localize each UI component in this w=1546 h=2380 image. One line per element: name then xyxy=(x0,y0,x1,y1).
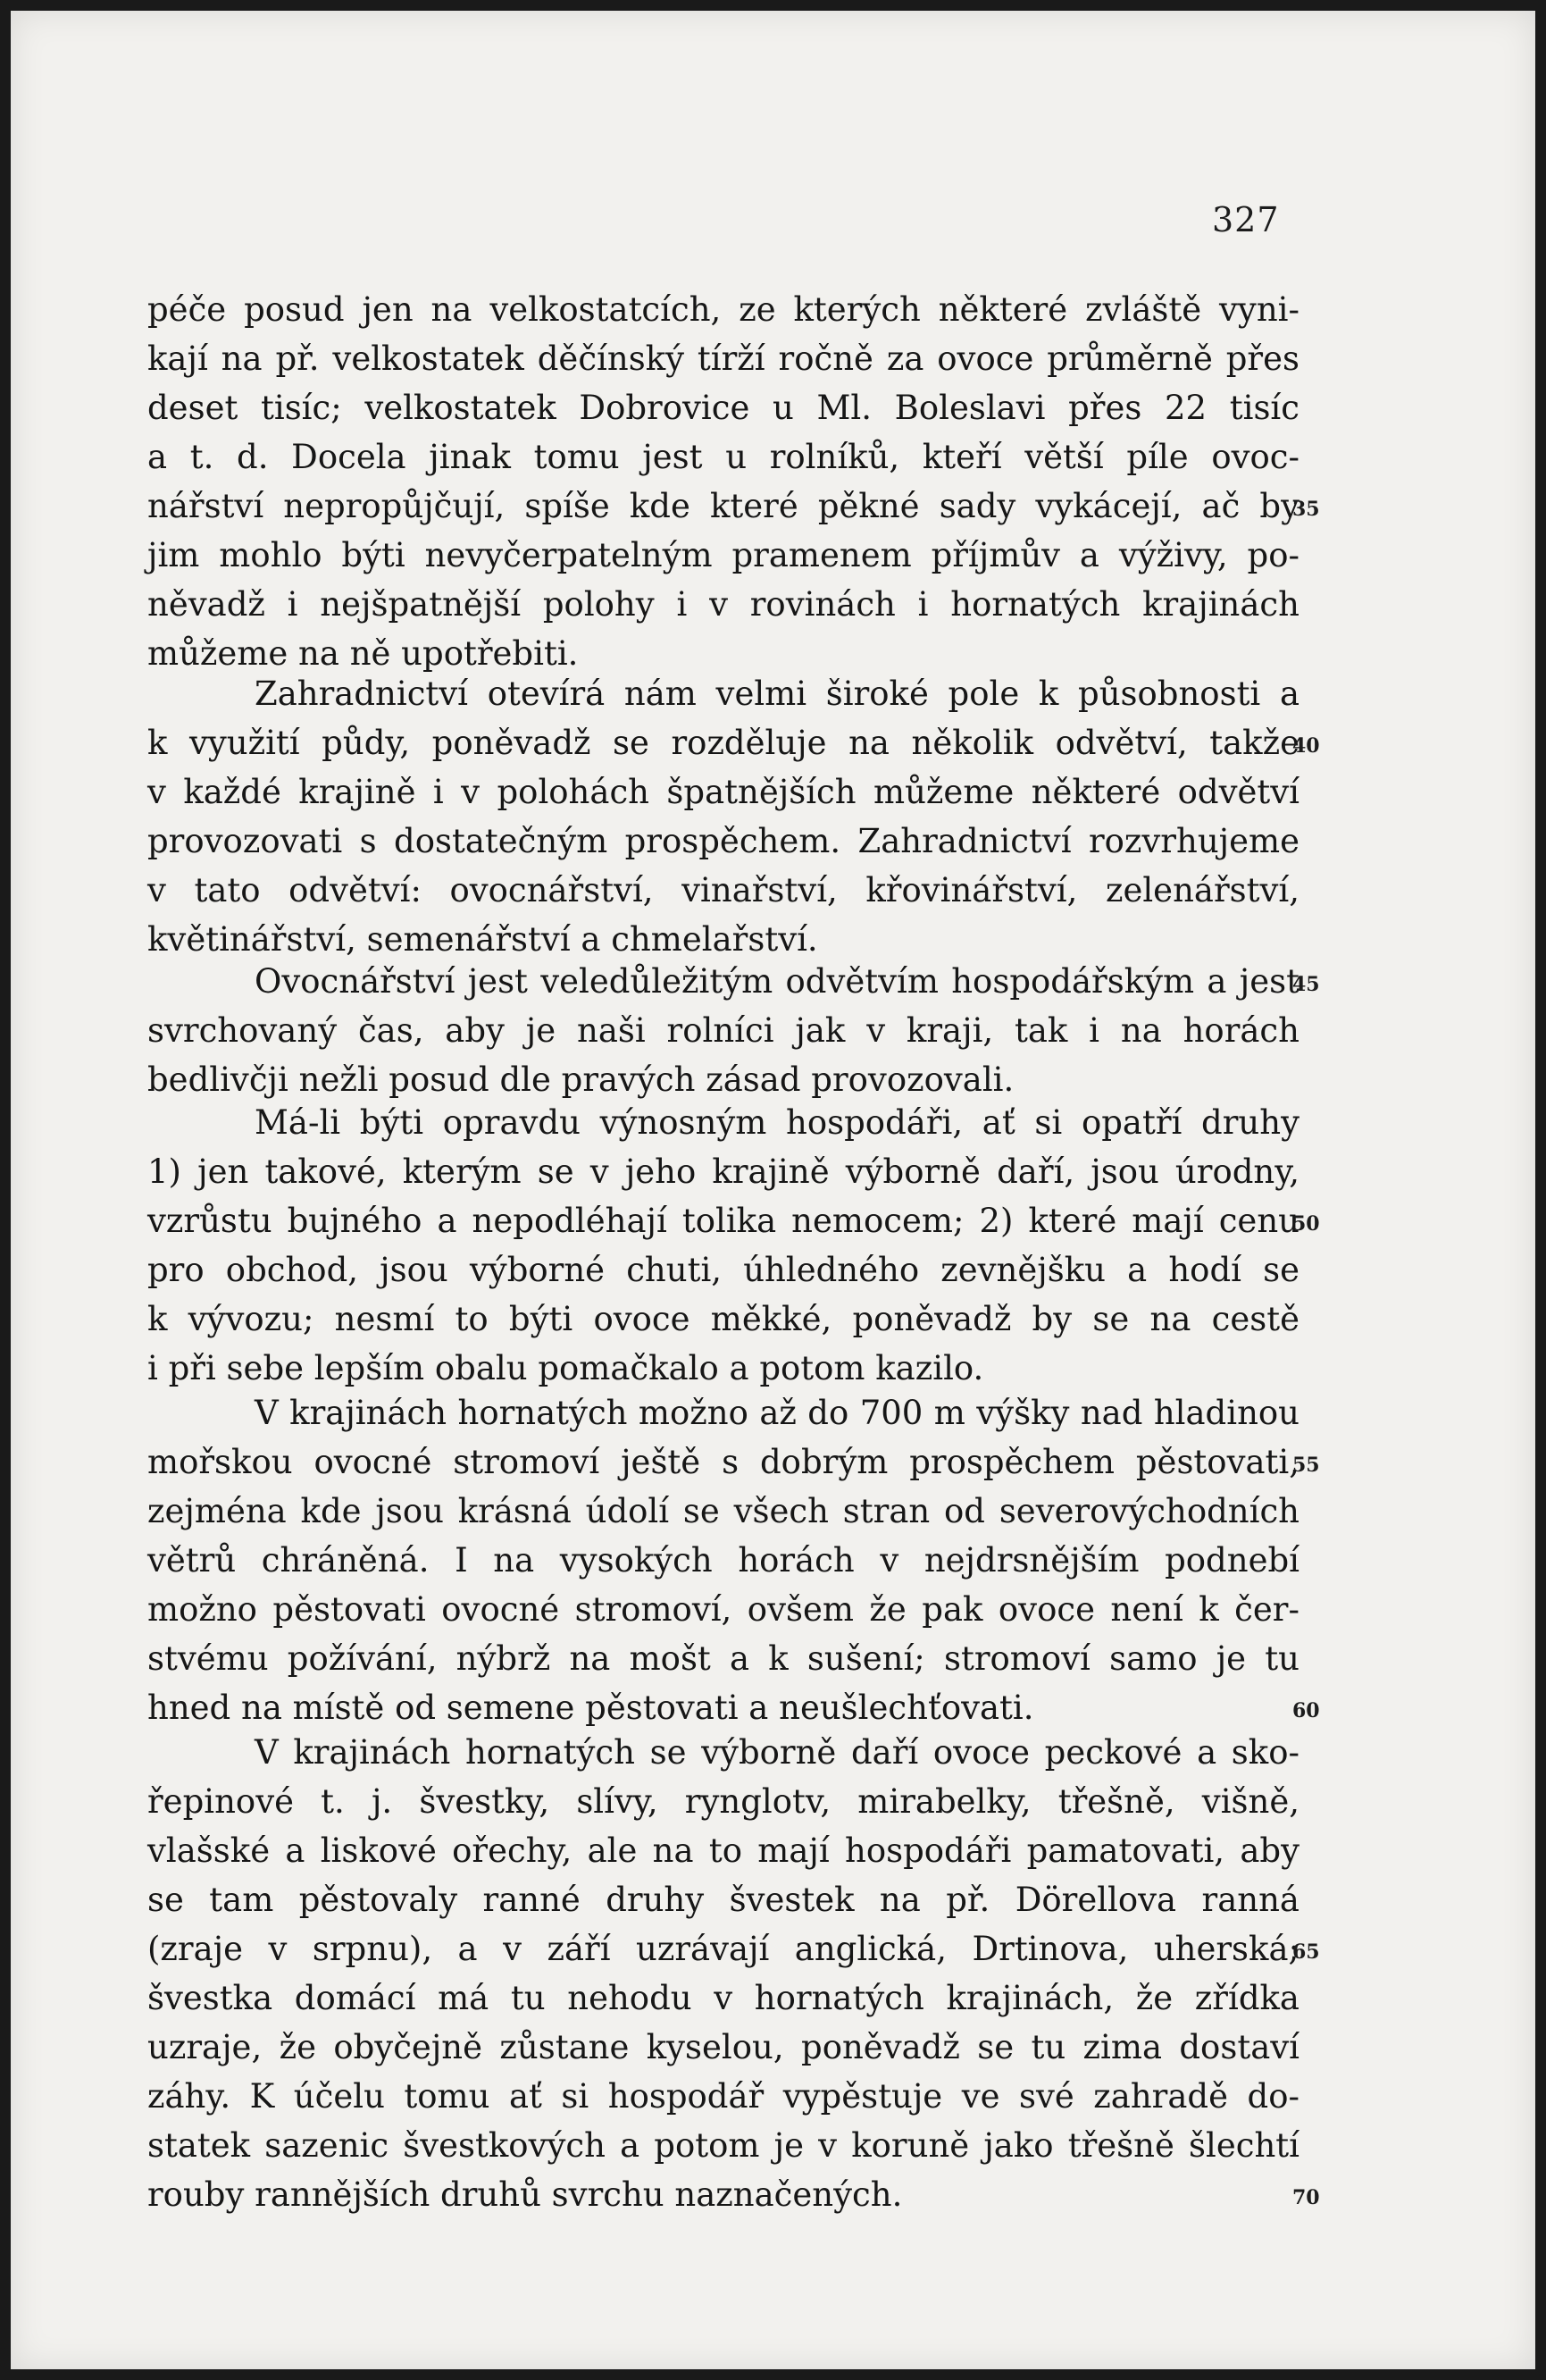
text-line: pro obchod, jsou výborné chuti, úhledného zevnějšku a hodí se xyxy=(147,1251,1299,1289)
margin-line-number: 45 xyxy=(1292,973,1320,996)
text-line: i při sebe lepším obalu pomačkalo a potom kazilo. xyxy=(147,1349,984,1387)
text-line: můžeme na ně upotřebiti. xyxy=(147,634,579,673)
margin-line-number: 60 xyxy=(1292,1699,1320,1722)
page-number: 327 xyxy=(1212,200,1280,239)
margin-line-number: 70 xyxy=(1292,2186,1320,2209)
margin-line-number: 40 xyxy=(1292,734,1320,758)
document-page xyxy=(11,11,1535,2369)
text-line: květinářství, semenářství a chmelařství. xyxy=(147,920,818,959)
margin-line-number: 50 xyxy=(1292,1212,1320,1236)
text-line: svrchovaný čas, aby je naši rolníci jak v kraji, tak i na horách xyxy=(147,1011,1299,1050)
text-line: V krajinách hornatých možno až do 700 m výšky nad hladinou xyxy=(255,1394,1299,1432)
text-line: záhy. K účelu tomu ať si hospodář vypěstuje ve své zahradě do- xyxy=(147,2077,1299,2116)
text-line: uzraje, že obyčejně zůstane kyselou, poněvadž se tu zima dostaví xyxy=(147,2028,1299,2066)
text-line: (zraje v srpnu), a v září uzrávají anglická, Drtinova, uherská; xyxy=(147,1930,1299,1968)
text-line: 1) jen takové, kterým se v jeho krajině výborně daří, jsou úrodny, xyxy=(147,1152,1299,1191)
text-line: provozovati s dostatečným prospěchem. Zahradnictví rozvrhujeme xyxy=(147,822,1299,860)
text-line: a t. d. Docela jinak tomu jest u rolníků, kteří větší píle ovoc- xyxy=(147,438,1299,476)
body-text xyxy=(11,11,1535,2369)
text-line: rouby rannějších druhů svrchu naznačených. xyxy=(147,2175,903,2214)
text-line: statek sazenic švestkových a potom je v koruně jako třešně šlechtí xyxy=(147,2126,1299,2165)
text-line: hned na místě od semene pěstovati a neušlechťovati. xyxy=(147,1689,1034,1727)
text-line: se tam pěstovaly ranné druhy švestek na př. Dörellova ranná xyxy=(147,1881,1299,1919)
text-line: možno pěstovati ovocné stromoví, ovšem že pak ovoce není k čer- xyxy=(147,1590,1299,1629)
margin-line-number: 55 xyxy=(1292,1454,1320,1477)
text-line: bedlivčji nežli posud dle pravých zásad provozovali. xyxy=(147,1060,1015,1099)
text-line: vlašské a liskové ořechy, ale na to mají hospodáři pamatovati, aby xyxy=(147,1831,1299,1870)
text-line: péče posud jen na velkostatcích, ze kterých některé zvláště vyni- xyxy=(147,290,1299,329)
text-line: v každé krajině i v polohách špatnějších můžeme některé odvětví xyxy=(147,773,1299,811)
text-line: Ovocnářství jest veledůležitým odvětvím hospodářským a jest xyxy=(255,962,1299,1001)
text-line: nářství nepropůjčují, spíše kde které pěkné sady vykácejí, ač by xyxy=(147,487,1299,525)
text-line: mořskou ovocné stromoví ještě s dobrým prospěchem pěstovati, xyxy=(147,1443,1299,1481)
text-line: vzrůstu bujného a nepodléhají tolika nemocem; 2) které mají cenu xyxy=(147,1202,1299,1240)
margin-line-number: 35 xyxy=(1292,498,1320,521)
text-line: kají na př. velkostatek děčínský tírží ročně za ovoce průměrně přes xyxy=(147,339,1299,378)
text-line: jim mohlo býti nevyčerpatelným pramenem příjmův a výživy, po- xyxy=(147,536,1299,574)
text-line: zejména kde jsou krásná údolí se všech stran od severovýchodních xyxy=(147,1492,1299,1530)
text-line: stvému požívání, nýbrž na mošt a k sušení; stromoví samo je tu xyxy=(147,1639,1299,1678)
text-line: V krajinách hornatých se výborně daří ovoce peckové a sko- xyxy=(255,1733,1299,1772)
margin-line-number: 65 xyxy=(1292,1940,1320,1964)
text-line: řepinové t. j. švestky, slívy, rynglotv, mirabelky, třešně, višně, xyxy=(147,1782,1299,1821)
text-line: švestka domácí má tu nehodu v hornatých krajinách, že zřídka xyxy=(147,1979,1299,2017)
text-line: větrů chráněná. I na vysokých horách v nejdrsnějším podnebí xyxy=(147,1541,1299,1580)
text-line: k využití půdy, poněvadž se rozděluje na několik odvětví, takže xyxy=(147,724,1299,762)
text-line: Zahradnictví otevírá nám velmi široké pole k působnosti a xyxy=(255,675,1299,713)
text-line: Má-li býti opravdu výnosným hospodáři, ať si opatří druhy xyxy=(255,1103,1299,1142)
text-line: v tato odvětví: ovocnářství, vinařství, křovinářství, zelenářství, xyxy=(147,871,1299,909)
text-line: něvadž i nejšpatnější polohy i v rovinách i hornatých krajinách xyxy=(147,585,1299,624)
text-line: deset tisíc; velkostatek Dobrovice u Ml. Boleslavi přes 22 tisíc xyxy=(147,389,1299,427)
text-line: k vývozu; nesmí to býti ovoce měkké, poněvadž by se na cestě xyxy=(147,1300,1299,1338)
